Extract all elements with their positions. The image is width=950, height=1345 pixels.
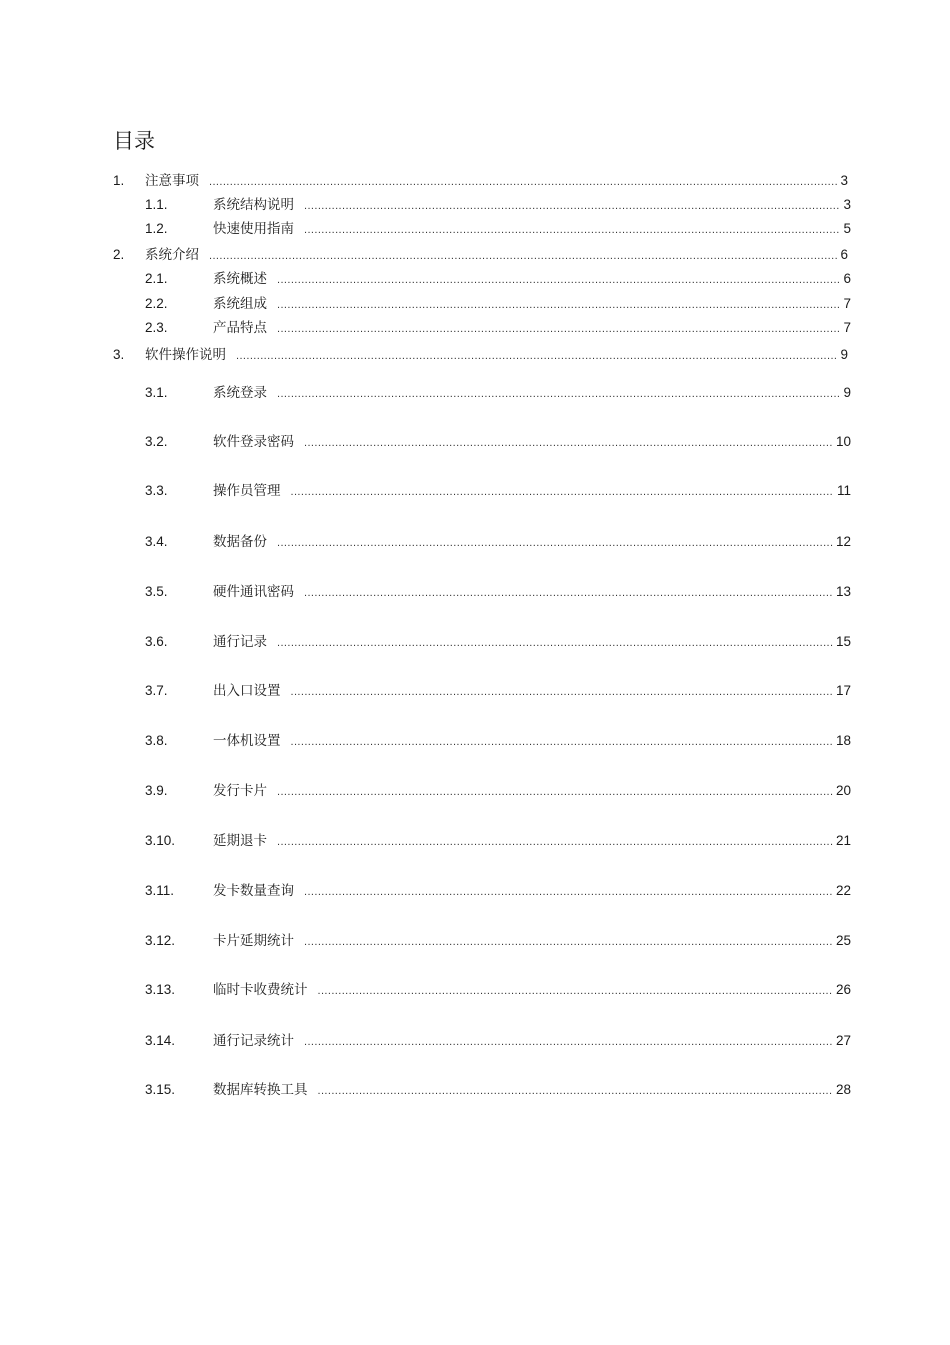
toc-entry-label: 系统组成 <box>213 296 267 312</box>
toc-entry-number: 3.2. <box>145 434 168 449</box>
toc-entry-page: 5 <box>843 221 851 236</box>
toc-entry-label: 延期退卡 <box>213 833 267 849</box>
toc-entry-number: 3.1. <box>145 385 168 400</box>
dot-leader <box>209 172 837 192</box>
toc-entry-label: 出入口设置 <box>213 683 281 699</box>
toc-entry-page: 7 <box>843 320 851 335</box>
toc-entry-page: 21 <box>835 833 851 848</box>
toc-entry-number: 3.9. <box>145 783 168 798</box>
toc-entry-number: 2. <box>113 247 125 262</box>
toc-entry-number: 3.13. <box>145 982 176 997</box>
toc-entry-label: 临时卡收费统计 <box>213 982 308 998</box>
dot-leader <box>277 319 840 339</box>
dot-leader <box>304 882 833 902</box>
toc-entry-number: 1.1. <box>145 197 168 212</box>
toc-entry-2-1[interactable] <box>145 269 851 289</box>
toc-entry-3-12[interactable] <box>145 931 851 951</box>
dot-leader <box>277 782 833 802</box>
toc-entry-page: 22 <box>835 883 851 898</box>
toc-entry-number: 3.8. <box>145 733 168 748</box>
toc-entry-2-2[interactable] <box>145 294 851 314</box>
toc-entry-page: 15 <box>835 634 851 649</box>
toc-entry-3-9[interactable] <box>145 781 851 801</box>
toc-entry-number: 3.12. <box>145 933 176 948</box>
toc-entry-page: 20 <box>835 783 851 798</box>
dot-leader <box>291 732 833 752</box>
toc-entry-3-1[interactable] <box>145 383 851 403</box>
toc-entry-number: 3.3. <box>145 483 168 498</box>
toc-entry-number: 3.5. <box>145 584 168 599</box>
toc-entry-page: 9 <box>840 347 848 362</box>
toc-entry-number: 2.3. <box>145 320 168 335</box>
toc-entry-label: 系统结构说明 <box>213 197 294 213</box>
dot-leader <box>318 981 833 1001</box>
toc-entry-label: 系统介绍 <box>145 247 199 263</box>
toc-entry-label: 软件操作说明 <box>145 347 226 363</box>
toc-entry-3-6[interactable] <box>145 632 851 652</box>
toc-entry-3-3[interactable] <box>145 481 851 501</box>
toc-entry-page: 3 <box>843 197 851 212</box>
toc-entry-label: 一体机设置 <box>213 733 281 749</box>
dot-leader <box>304 196 840 216</box>
toc-entry-page: 25 <box>835 933 851 948</box>
toc-entry-page: 27 <box>835 1033 851 1048</box>
dot-leader <box>277 295 840 315</box>
toc-entry-label: 硬件通讯密码 <box>213 584 294 600</box>
toc-entry-page: 9 <box>843 385 851 400</box>
toc-entry-3-14[interactable] <box>145 1031 851 1051</box>
toc-entry-label: 快速使用指南 <box>213 221 294 237</box>
dot-leader <box>291 482 834 502</box>
dot-leader <box>277 384 840 404</box>
dot-leader <box>277 270 840 290</box>
toc-entry-label: 数据备份 <box>213 534 267 550</box>
toc-entry-3-7[interactable] <box>145 681 851 701</box>
toc-entry-1-2[interactable] <box>145 219 851 239</box>
toc-entry-number: 3.10. <box>145 833 176 848</box>
toc-entry-page: 10 <box>835 434 851 449</box>
toc-entry-label: 卡片延期统计 <box>213 933 294 949</box>
toc-entry-3[interactable] <box>113 345 848 365</box>
toc-entry-2[interactable] <box>113 245 848 265</box>
toc-entry-page: 6 <box>840 247 848 262</box>
dot-leader <box>304 932 833 952</box>
toc-entry-number: 3.7. <box>145 683 168 698</box>
toc-entry-label: 软件登录密码 <box>213 434 294 450</box>
toc-entry-number: 3.6. <box>145 634 168 649</box>
toc-title: 目录 <box>113 129 155 153</box>
toc-entry-page: 18 <box>835 733 851 748</box>
toc-entry-number: 3. <box>113 347 125 362</box>
dot-leader <box>277 832 833 852</box>
toc-entry-number: 3.15. <box>145 1082 176 1097</box>
dot-leader <box>304 433 833 453</box>
toc-entry-number: 3.4. <box>145 534 168 549</box>
toc-entry-3-4[interactable] <box>145 532 851 552</box>
dot-leader <box>304 583 833 603</box>
toc-entry-label: 产品特点 <box>213 320 267 336</box>
toc-entry-label: 操作员管理 <box>213 483 281 499</box>
toc-entry-number: 2.1. <box>145 271 168 286</box>
toc-entry-label: 系统登录 <box>213 385 267 401</box>
dot-leader <box>209 246 837 266</box>
dot-leader <box>304 220 840 240</box>
toc-entry-page: 3 <box>840 173 848 188</box>
dot-leader <box>291 682 833 702</box>
toc-entry-label: 发卡数量查询 <box>213 883 294 899</box>
toc-entry-page: 17 <box>835 683 851 698</box>
dot-leader <box>304 1032 833 1052</box>
toc-entry-label: 系统概述 <box>213 271 267 287</box>
dot-leader <box>236 346 837 366</box>
toc-entry-3-13[interactable] <box>145 980 851 1000</box>
toc-entry-label: 通行记录统计 <box>213 1033 294 1049</box>
toc-entry-label: 发行卡片 <box>213 783 267 799</box>
toc-entry-3-11[interactable] <box>145 881 851 901</box>
toc-entry-label: 注意事项 <box>145 173 199 189</box>
toc-entry-page: 26 <box>835 982 851 997</box>
dot-leader <box>318 1081 833 1101</box>
toc-entry-3-5[interactable] <box>145 582 851 602</box>
dot-leader <box>277 533 833 553</box>
toc-entry-page: 11 <box>836 483 851 498</box>
toc-entry-3-15[interactable] <box>145 1080 851 1100</box>
dot-leader <box>277 633 833 653</box>
toc-entry-label: 数据库转换工具 <box>213 1082 308 1098</box>
toc-entry-1[interactable] <box>113 171 848 191</box>
toc-entry-number: 3.14. <box>145 1033 176 1048</box>
toc-entry-2-3[interactable] <box>145 318 851 338</box>
toc-entry-3-10[interactable] <box>145 831 851 851</box>
toc-entry-label: 通行记录 <box>213 634 267 650</box>
toc-entry-number: 3.11. <box>145 883 175 898</box>
toc-entry-number: 1. <box>113 173 125 188</box>
toc-entry-page: 13 <box>835 584 851 599</box>
toc-entry-3-2[interactable] <box>145 432 851 452</box>
toc-entry-1-1[interactable] <box>145 195 851 215</box>
toc-entry-page: 12 <box>835 534 851 549</box>
toc-entry-page: 28 <box>835 1082 851 1097</box>
toc-entry-page: 7 <box>843 296 851 311</box>
toc-entry-page: 6 <box>843 271 851 286</box>
toc-entry-number: 2.2. <box>145 296 168 311</box>
toc-entry-3-8[interactable] <box>145 731 851 751</box>
toc-entry-number: 1.2. <box>145 221 168 236</box>
